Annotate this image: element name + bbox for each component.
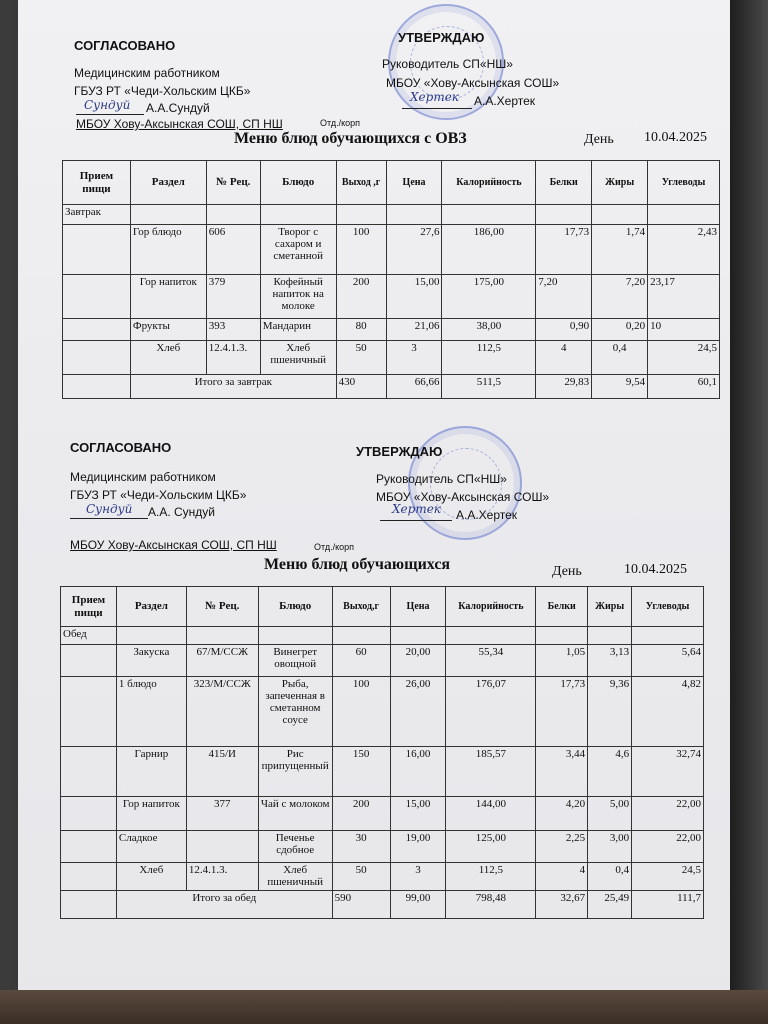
total-protein: 29,83 xyxy=(536,375,592,399)
otd-label-1: Отд./корп xyxy=(320,118,360,128)
day-label-1: День xyxy=(584,132,614,147)
cell-section: Гор напиток xyxy=(130,275,206,319)
cell-kcal: 38,00 xyxy=(442,319,536,341)
cell-output: 30 xyxy=(332,831,390,863)
signature-medic-2: Сундуй xyxy=(86,502,133,516)
cell-carb: 4,82 xyxy=(632,677,704,747)
header-protein: Белки xyxy=(536,587,588,627)
approve-line2-2: МБОУ «Хову-Аксынская СОШ» xyxy=(376,490,550,504)
cell-recipe xyxy=(186,831,258,863)
approve-line1-2: Руководитель СП«НШ» xyxy=(376,472,507,486)
cell-fat: 1,74 xyxy=(592,225,648,275)
approve-heading-2: УТВЕРЖДАЮ xyxy=(356,444,443,459)
header-dish: Блюдо xyxy=(258,587,332,627)
cell-fat: 0,4 xyxy=(592,341,648,375)
cell-carb: 24,5 xyxy=(648,341,720,375)
cell-kcal: 144,00 xyxy=(446,797,536,831)
table-row xyxy=(61,863,704,891)
header-output: Выход,г xyxy=(332,587,390,627)
cell-dish: Хлеб пшеничный xyxy=(260,341,336,375)
signature-line-2 xyxy=(402,108,472,109)
cell-recipe: 415/И xyxy=(186,747,258,797)
header-kcal: Калорийность xyxy=(442,161,536,205)
cell-output: 100 xyxy=(332,677,390,747)
agreed-name-2: А.А. Сундуй xyxy=(148,505,216,519)
total-label: Итого за обед xyxy=(116,891,332,919)
day-label-2: День xyxy=(552,564,582,579)
cell-fat: 0,20 xyxy=(592,319,648,341)
cell-price: 26,00 xyxy=(390,677,446,747)
menu-title-1: Меню блюд обучающихся с ОВЗ xyxy=(234,130,467,147)
header-fat: Жиры xyxy=(592,161,648,205)
approve-name-1: А.А.Хертек xyxy=(474,94,536,108)
cell-section: Сладкое xyxy=(116,831,186,863)
cell-price: 16,00 xyxy=(390,747,446,797)
cell-carb: 5,64 xyxy=(632,645,704,677)
header-meal: Прием пищи xyxy=(61,587,117,627)
cell-fat: 7,20 xyxy=(592,275,648,319)
agreed-line2-1: ГБУЗ РТ «Чеди-Хольским ЦКБ» xyxy=(74,84,251,98)
agreed-heading-2: СОГЛАСОВАНО xyxy=(70,440,172,455)
agreed-line1-1: Медицинским работником xyxy=(74,66,220,80)
cell-carb: 22,00 xyxy=(632,797,704,831)
total-output: 590 xyxy=(332,891,390,919)
table-row xyxy=(63,319,720,341)
cell-section: Фрукты xyxy=(130,319,206,341)
cell-protein: 17,73 xyxy=(536,225,592,275)
header-dish: Блюдо xyxy=(260,161,336,205)
total-kcal: 511,5 xyxy=(442,375,536,399)
cell-output: 50 xyxy=(336,341,386,375)
menu-table-lunch xyxy=(60,586,704,919)
cell-protein: 4,20 xyxy=(536,797,588,831)
total-label: Итого за завтрак xyxy=(130,375,336,399)
approve-line2-1: МБОУ «Хову-Аксынская СОШ» xyxy=(386,76,560,90)
table-row xyxy=(63,341,720,375)
agreed-name-1: А.А.Сундуй xyxy=(146,101,210,115)
table-row xyxy=(61,627,704,645)
table-header-row xyxy=(61,587,704,627)
approve-line1-1: Руководитель СП«НШ» xyxy=(382,57,513,71)
header-price: Цена xyxy=(390,587,446,627)
header-recipe: № Рец. xyxy=(186,587,258,627)
cell-output: 50 xyxy=(332,863,390,891)
cell-kcal: 176,07 xyxy=(446,677,536,747)
header-fat: Жиры xyxy=(588,587,632,627)
header-kcal: Калорийность xyxy=(446,587,536,627)
table-row xyxy=(63,275,720,319)
header-protein: Белки xyxy=(536,161,592,205)
cell-recipe: 12.4.1.3. xyxy=(186,863,258,891)
cell-protein: 7,20 xyxy=(536,275,592,319)
total-output: 430 xyxy=(336,375,386,399)
cell-section: Закуска xyxy=(116,645,186,677)
total-protein: 32,67 xyxy=(536,891,588,919)
cell-price: 21,06 xyxy=(386,319,442,341)
cell-protein: 4 xyxy=(536,341,592,375)
cell-fat: 5,00 xyxy=(588,797,632,831)
agreed-line2-2: ГБУЗ РТ «Чеди-Хольским ЦКБ» xyxy=(70,488,247,502)
cell-kcal: 112,5 xyxy=(446,863,536,891)
signature-line-1 xyxy=(76,114,144,115)
total-price: 66,66 xyxy=(386,375,442,399)
cell-recipe: 377 xyxy=(186,797,258,831)
agreed-line1-2: Медицинским работником xyxy=(70,470,216,484)
floor-background xyxy=(0,990,768,1024)
meal-name: Обед xyxy=(61,627,117,645)
cell-price: 15,00 xyxy=(390,797,446,831)
header-section: Раздел xyxy=(116,587,186,627)
date-2: 10.04.2025 xyxy=(624,562,687,577)
cell-section: 1 блюдо xyxy=(116,677,186,747)
cell-dish: Печенье сдобное xyxy=(258,831,332,863)
cell-kcal: 125,00 xyxy=(446,831,536,863)
menu-table-breakfast xyxy=(62,160,720,399)
cell-output: 200 xyxy=(336,275,386,319)
total-carb: 60,1 xyxy=(648,375,720,399)
cell-dish: Рыба, запеченная в сметанном соусе xyxy=(258,677,332,747)
cell-carb: 2,43 xyxy=(648,225,720,275)
cell-output: 80 xyxy=(336,319,386,341)
cell-price: 27,6 xyxy=(386,225,442,275)
cell-recipe: 379 xyxy=(206,275,260,319)
header-section: Раздел xyxy=(130,161,206,205)
cell-dish: Хлеб пшеничный xyxy=(258,863,332,891)
cell-carb: 32,74 xyxy=(632,747,704,797)
total-carb: 111,7 xyxy=(632,891,704,919)
cell-recipe: 12.4.1.3. xyxy=(206,341,260,375)
table-row xyxy=(61,831,704,863)
signature-medic-1: Сундуй xyxy=(84,98,131,112)
cell-output: 60 xyxy=(332,645,390,677)
cell-section: Хлеб xyxy=(116,863,186,891)
cell-price: 15,00 xyxy=(386,275,442,319)
header-carb: Углеводы xyxy=(648,161,720,205)
approve-name-2: А.А.Хертек xyxy=(456,508,518,522)
cell-carb: 24,5 xyxy=(632,863,704,891)
table-row xyxy=(61,677,704,747)
cell-fat: 0,4 xyxy=(588,863,632,891)
table-row xyxy=(61,747,704,797)
table-row xyxy=(63,225,720,275)
cell-protein: 3,44 xyxy=(536,747,588,797)
approve-heading-1: УТВЕРЖДАЮ xyxy=(398,30,485,45)
cell-kcal: 185,57 xyxy=(446,747,536,797)
signature-line-4 xyxy=(380,520,452,521)
cell-kcal: 175,00 xyxy=(442,275,536,319)
signature-director-1: Хертек xyxy=(410,90,459,104)
cell-section: Гор блюдо xyxy=(130,225,206,275)
cell-output: 200 xyxy=(332,797,390,831)
cell-fat: 4,6 xyxy=(588,747,632,797)
cell-recipe: 323/М/ССЖ xyxy=(186,677,258,747)
cell-protein: 0,90 xyxy=(536,319,592,341)
cell-dish: Винегрет овощной xyxy=(258,645,332,677)
cell-dish: Кофейный напиток на молоке xyxy=(260,275,336,319)
agreed-heading-1: СОГЛАСОВАНО xyxy=(74,38,176,53)
school-org-1: МБОУ Хову-Аксынская СОШ, СП НШ xyxy=(76,117,283,131)
table-row xyxy=(63,205,720,225)
school-org-2: МБОУ Хову-Аксынская СОШ, СП НШ xyxy=(70,538,277,552)
table-row xyxy=(61,797,704,831)
table-total-row xyxy=(63,375,720,399)
header-price: Цена xyxy=(386,161,442,205)
cell-price: 3 xyxy=(390,863,446,891)
cell-protein: 17,73 xyxy=(536,677,588,747)
cell-protein: 1,05 xyxy=(536,645,588,677)
cell-kcal: 186,00 xyxy=(442,225,536,275)
cell-price: 20,00 xyxy=(390,645,446,677)
menu-title-2: Меню блюд обучающихся xyxy=(264,556,451,573)
cell-kcal: 55,34 xyxy=(446,645,536,677)
cell-dish: Рис припущенный xyxy=(258,747,332,797)
total-kcal: 798,48 xyxy=(446,891,536,919)
header-carb: Углеводы xyxy=(632,587,704,627)
background-edge xyxy=(730,0,768,1024)
header-recipe: № Рец. xyxy=(206,161,260,205)
cell-carb: 23,17 xyxy=(648,275,720,319)
cell-dish: Чай с молоком xyxy=(258,797,332,831)
meal-name: Завтрак xyxy=(63,205,131,225)
cell-dish: Творог с сахаром и сметанной xyxy=(260,225,336,275)
cell-section: Гор напиток xyxy=(116,797,186,831)
total-fat: 25,49 xyxy=(588,891,632,919)
date-1: 10.04.2025 xyxy=(644,130,707,145)
cell-recipe: 393 xyxy=(206,319,260,341)
cell-output: 150 xyxy=(332,747,390,797)
cell-carb: 10 xyxy=(648,319,720,341)
header-output: Выход ,г xyxy=(336,161,386,205)
signature-line-3 xyxy=(70,518,148,519)
cell-output: 100 xyxy=(336,225,386,275)
cell-carb: 22,00 xyxy=(632,831,704,863)
cell-recipe: 67/М/ССЖ xyxy=(186,645,258,677)
cell-protein: 4 xyxy=(536,863,588,891)
table-total-row xyxy=(61,891,704,919)
cell-kcal: 112,5 xyxy=(442,341,536,375)
total-fat: 9,54 xyxy=(592,375,648,399)
table-header-row xyxy=(63,161,720,205)
cell-fat: 3,13 xyxy=(588,645,632,677)
signature-director-2: Хертек xyxy=(392,502,441,516)
cell-price: 3 xyxy=(386,341,442,375)
cell-recipe: 606 xyxy=(206,225,260,275)
cell-protein: 2,25 xyxy=(536,831,588,863)
cell-section: Гарнир xyxy=(116,747,186,797)
header-meal: Прием пищи xyxy=(63,161,131,205)
otd-label-2: Отд./корп xyxy=(314,542,354,552)
cell-dish: Мандарин xyxy=(260,319,336,341)
cell-section: Хлеб xyxy=(130,341,206,375)
cell-fat: 9,36 xyxy=(588,677,632,747)
cell-fat: 3,00 xyxy=(588,831,632,863)
table-row xyxy=(61,645,704,677)
cell-price: 19,00 xyxy=(390,831,446,863)
total-price: 99,00 xyxy=(390,891,446,919)
